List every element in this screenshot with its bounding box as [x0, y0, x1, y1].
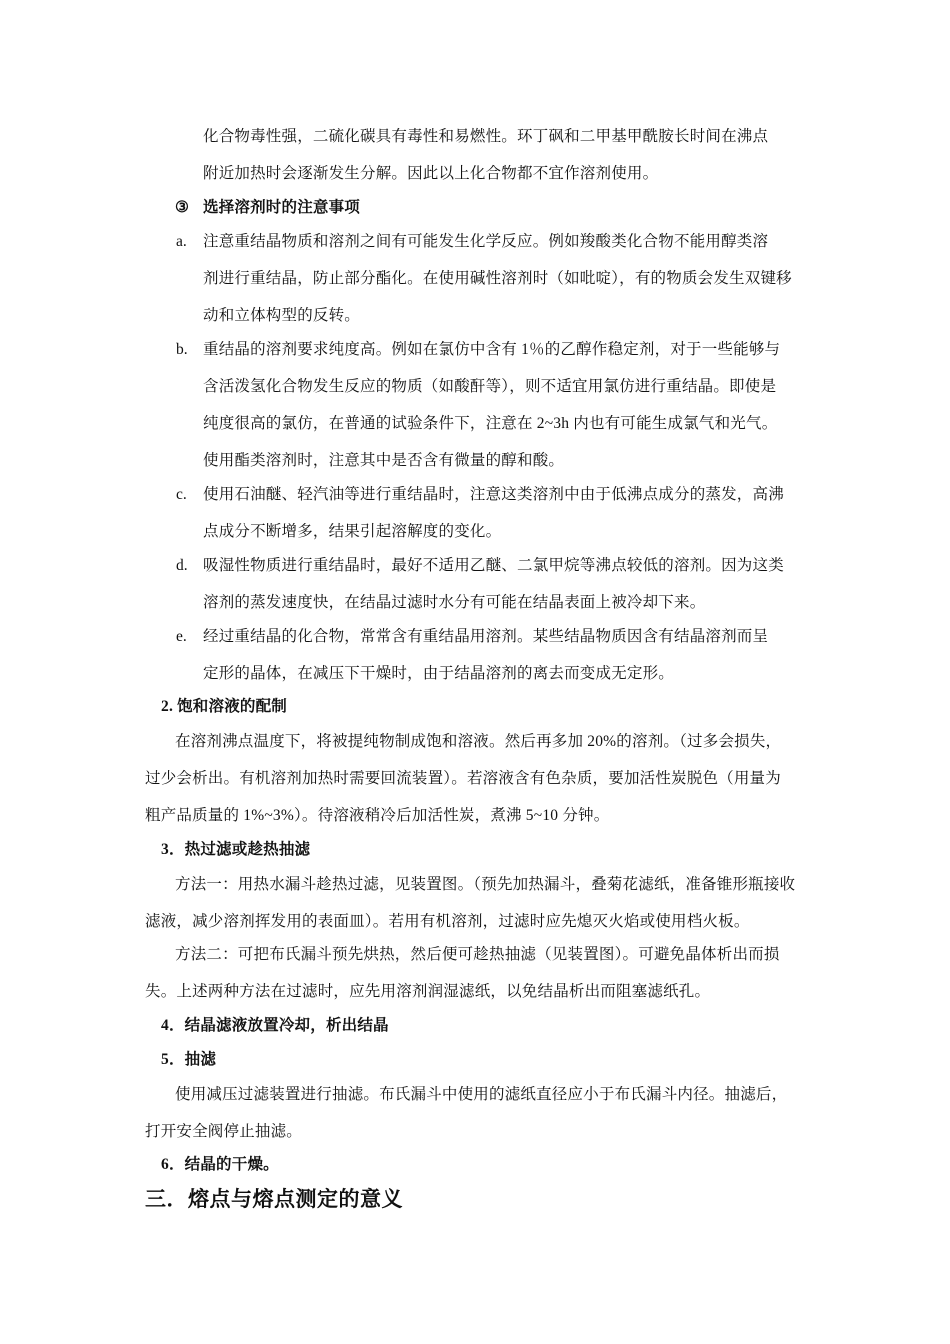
paragraph-line: 打开安全阀停止抽滤。 — [145, 1123, 303, 1140]
list-marker: c. — [176, 486, 187, 503]
list-item-line: 溶剂的蒸发速度快，在结晶过滤时水分有可能在结晶表面上被冷却下来。 — [203, 594, 706, 611]
step-heading: 3．热过滤或趁热抽滤 — [161, 841, 311, 858]
step-heading: 4．结晶滤液放置冷却，析出结晶 — [161, 1017, 389, 1034]
paragraph-line: 粗产品质量的 1%~3%）。待溶液稍冷后加活性炭，煮沸 5~10 分钟。 — [145, 807, 610, 824]
list-item-line: 吸湿性物质进行重结晶时，最好不适用乙醚、二氯甲烷等沸点较低的溶剂。因为这类 — [203, 557, 784, 574]
list-item-line: 动和立体构型的反转。 — [203, 307, 361, 324]
subsection-heading: 选择溶剂时的注意事项 — [203, 199, 361, 216]
list-marker: e. — [176, 628, 187, 645]
list-item-line: 纯度很高的氯仿，在普通的试验条件下，注意在 2~3h 内也有可能生成氯气和光气。 — [203, 415, 778, 432]
step-heading: 2. 饱和溶液的配制 — [161, 698, 288, 715]
list-item-line: 使用酯类溶剂时，注意其中是否含有微量的醇和酸。 — [203, 452, 565, 469]
paragraph-line: 在溶剂沸点温度下，将被提纯物制成饱和溶液。然后再多加 20%的溶剂。（过多会损失， — [175, 733, 782, 750]
paragraph-line: 方法二：可把布氏漏斗预先烘热，然后便可趁热抽滤（见装置图）。可避免晶体析出而损 — [175, 946, 780, 963]
list-item-line: 点成分不断增多，结果引起溶解度的变化。 — [203, 523, 502, 540]
paragraph-line: 使用减压过滤装置进行抽滤。布氏漏斗中使用的滤纸直径应小于布氏漏斗内径。抽滤后， — [175, 1086, 788, 1103]
list-marker: d. — [176, 557, 188, 574]
paragraph-line: 滤液，减少溶剂挥发用的表面皿）。若用有机溶剂，过滤时应先熄灭火焰或使用档火板。 — [145, 913, 750, 930]
paragraph-line: 方法一：用热水漏斗趁热过滤，见装置图。（预先加热漏斗，叠菊花滤纸，准备锥形瓶接收 — [175, 876, 796, 893]
step-heading: 6．结晶的干燥。 — [161, 1156, 279, 1173]
paragraph-line: 过少会析出。有机溶剂加热时需要回流装置）。若溶液含有色杂质，要加活性炭脱色（用量为 — [145, 770, 781, 787]
paragraph-line: 化合物毒性强，二硫化碳具有毒性和易燃性。环丁砜和二甲基甲酰胺长时间在沸点 — [203, 128, 769, 145]
list-item-line: 经过重结晶的化合物，常常含有重结晶用溶剂。某些结晶物质因含有结晶溶剂而呈 — [203, 628, 769, 645]
circled-number-marker: ③ — [175, 199, 189, 216]
list-marker: b. — [176, 341, 188, 358]
paragraph-line: 附近加热时会逐渐发生分解。因此以上化合物都不宜作溶剂使用。 — [203, 165, 659, 182]
paragraph-line: 失。上述两种方法在过滤时，应先用溶剂润湿滤纸，以免结晶析出而阻塞滤纸孔。 — [145, 983, 711, 1000]
section-heading: 三．熔点与熔点测定的意义 — [145, 1187, 403, 1211]
list-item-line: 重结晶的溶剂要求纯度高。例如在氯仿中含有 1％的乙醇作稳定剂，对于一些能够与 — [203, 341, 781, 358]
list-item-line: 含活泼氢化合物发生反应的物质（如酸酐等），则不适宜用氯仿进行重结晶。即使是 — [203, 378, 777, 395]
list-item-line: 使用石油醚、轻汽油等进行重结晶时，注意这类溶剂中由于低沸点成分的蒸发，高沸 — [203, 486, 784, 503]
list-item-line: 注意重结晶物质和溶剂之间有可能发生化学反应。例如羧酸类化合物不能用醇类溶 — [203, 233, 769, 250]
list-marker: a. — [176, 233, 187, 250]
list-item-line: 定形的晶体，在减压下干燥时，由于结晶溶剂的离去而变成无定形。 — [203, 665, 675, 682]
list-item-line: 剂进行重结晶，防止部分酯化。在使用碱性溶剂时（如吡啶），有的物质会发生双键移 — [203, 270, 792, 287]
step-heading: 5．抽滤 — [161, 1051, 217, 1068]
